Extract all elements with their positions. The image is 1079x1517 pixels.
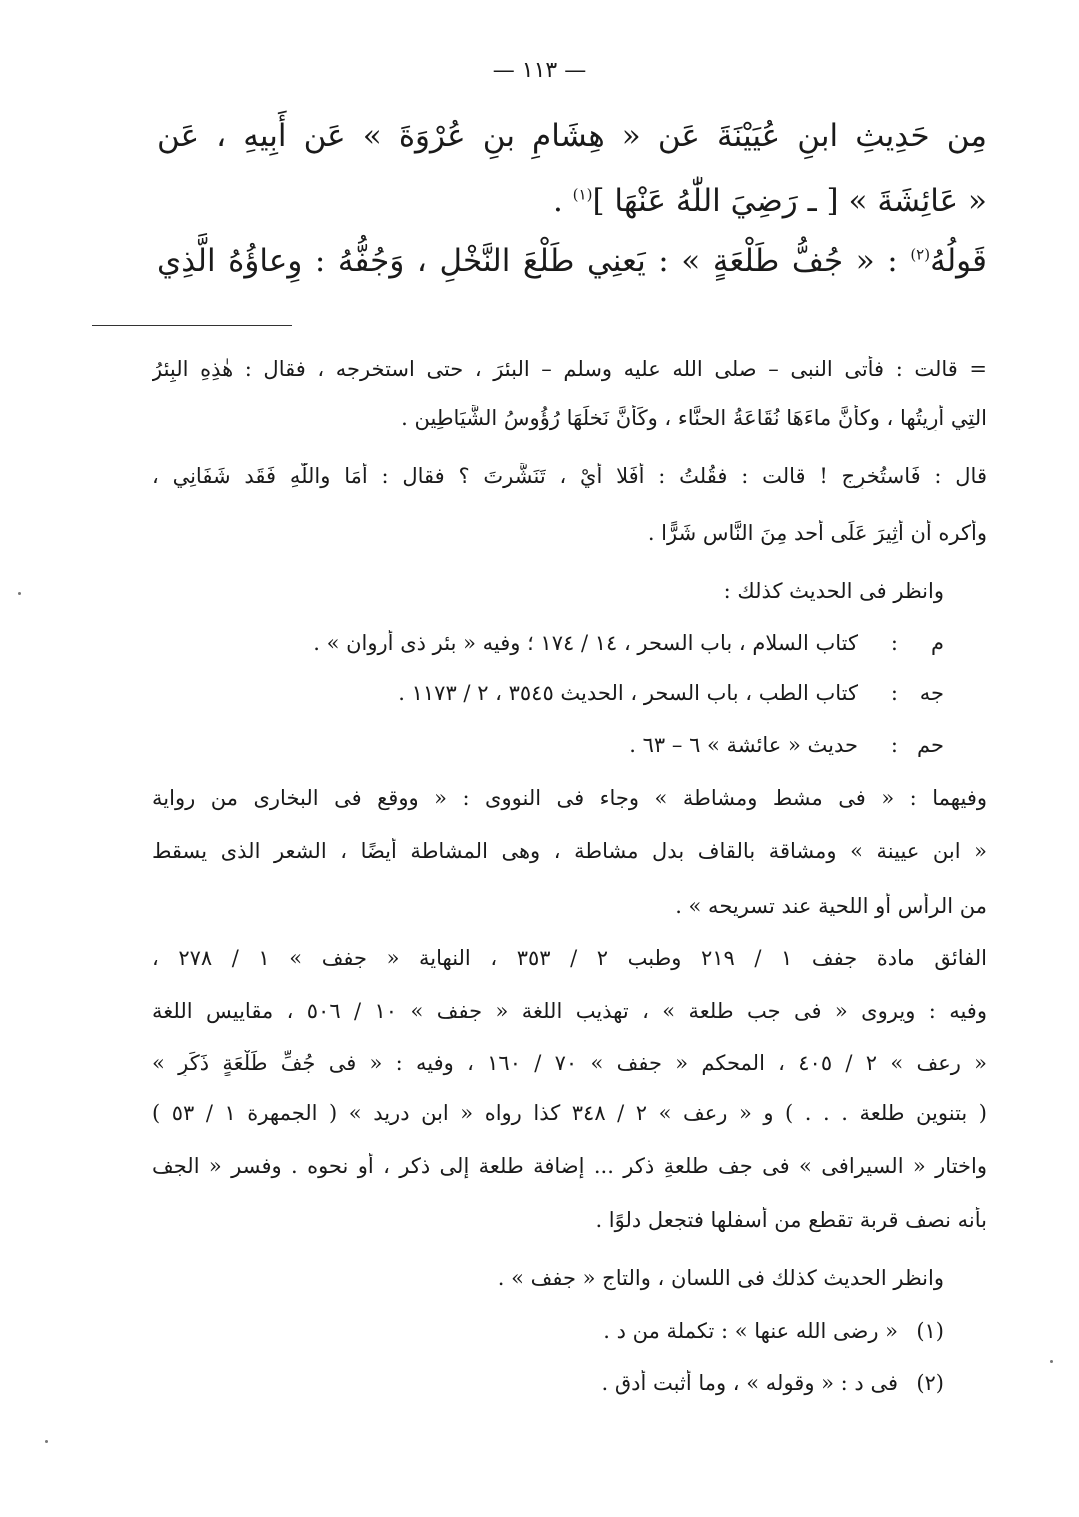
reference-text: كتاب الطب ، باب السحر ، الحديث ٣٥٤٥ ، ٢ / ١١٧٣ . <box>398 681 858 705</box>
footnote-line: واختار « السيرافى » فى جف طلعةِ ذكر ... إضافة طلعة إلى ذكر ، أو نحوه . وفسر « الجف <box>152 1154 987 1178</box>
main-text-line-3-start: قَولُهُ <box>930 243 987 279</box>
footnote-line: وأَكره أَن أُثِيرَ عَلَى أحد مِنَ النَّاسِ شَرًّا . <box>647 521 987 545</box>
footnote-line: « رعف » ٢ / ٤٠٥ ، المحكم « جفف » ٧٠ / ١٦٠ ، وفيه : « فى جُفِّ طَلْعَةٍ ذَكَرٍ » <box>152 1051 987 1075</box>
footnote-line: وانظر الحديث كذلك فى اللسان ، والتاج « جفف » . <box>497 1266 944 1290</box>
footnote-line: « ابن عيينة » ومشاقة بالقاف بدل مشاطة ، وهى المشاطة أيضًا ، الشعر الذى يسقط <box>152 839 987 863</box>
footnote-line: بأنه نصف قربة تقطع من أسفلها فتجعل دلوًا . <box>595 1208 987 1232</box>
footnote-line: التِي أُرِيتُها ، وكأَنَّ ماءَهَا نُقَاعَةُ الحنَّاء ، وكَأَنَّ نَخلَهَا رُؤُوسُ الشَّيَاطِين . <box>401 406 987 430</box>
footnote-line: الفائق مادة جفف ١ / ٢١٩ وطبب ٢ / ٣٥٣ ، النهاية « جفف » ١ / ٢٧٨ ، <box>152 946 987 970</box>
reference-text: حديث « عائشة » ٦ – ٦٣ . <box>629 733 858 757</box>
footnote-line: وانظر فى الحديث كذلك : <box>723 579 944 603</box>
page-number: — ١١٣ — <box>492 58 587 83</box>
footnote-line: وفيهما : « فى مشط ومشاطة » وجاء فى النووى : « ووقع فى البخارى من رواية <box>152 786 987 810</box>
footnote-ref-2: (٢) <box>910 245 931 264</box>
footnote-item <box>152 1370 944 1396</box>
main-text-line-3 <box>157 243 987 280</box>
main-text-line-2-end: . <box>552 183 563 219</box>
footnote-text: فى د : « وقوله » ، وما أثبت أدق . <box>601 1371 898 1395</box>
footnote-item <box>152 1318 944 1344</box>
reference-item: جه:كتاب الطب ، باب السحر ، الحديث ٣٥٤٥ ، ٢ / ١١٧٣ . <box>398 681 944 705</box>
main-text-line-2-body: « عَائِشَةَ » [ ـ رَضِيَ اللّٰهُ عَنْهَا ] <box>592 183 987 219</box>
footnote-text: « رضى الله عنها » : تكملة من د . <box>603 1319 898 1343</box>
footnote-line: قال : فَاستُخرِج ! قالت : فقُلتُ : أَفَلا أَيْ ، تَنَشَّرتَ ؟ فقال : أَمَا واللّٰهِ فَقَد شَفَانِي ، <box>152 464 987 488</box>
scan-speck <box>1050 1360 1053 1363</box>
footnote-separator <box>92 325 292 326</box>
scan-speck <box>45 1440 48 1443</box>
reference-label: م <box>930 631 944 655</box>
footnote-line: وفيه : ويروى « فى جب طلعة » ، تهذيب اللغة « جفف » ١٠ / ٥٠٦ ، مقاييس اللغة <box>152 999 987 1023</box>
reference-item: حم:حديث « عائشة » ٦ – ٦٣ . <box>629 733 944 757</box>
reference-item: م:كتاب السلام ، باب السحر ، ١٤ / ١٧٤ ؛ وفيه « بئر ذى أروان » . <box>313 631 944 655</box>
main-text-line-3-rest: : « جُفُّ طَلْعَةٍ » : يَعنِي طَلْعَ النَّخْلِ ، وَجُفُّهُ : وِعاؤُهُ الَّذِي <box>157 243 898 279</box>
main-text-line-1: مِن حَدِيثِ ابنِ عُيَيْنَةَ عَن « هِشَامِ بنِ عُرْوَةَ » عَن أَبِيهِ ، عَن <box>157 118 987 154</box>
footnote-line: ( بتنوين طلعة . . . ) و « رعف » ٢ / ٣٤٨ كذا رواه « ابن دريد » ( الجمهرة ١ / ٥٣ ) <box>152 1101 987 1125</box>
footnote-line: من الرأس أو اللحية عند تسريحه » . <box>675 894 987 918</box>
reference-label: جه <box>919 681 944 705</box>
reference-text: كتاب السلام ، باب السحر ، ١٤ / ١٧٤ ؛ وفيه « بئر ذى أروان » . <box>313 631 858 655</box>
footnote-label: (١) <box>916 1319 944 1343</box>
scan-speck <box>18 592 21 595</box>
reference-label: حم <box>917 733 944 757</box>
footnote-ref-1: (١) <box>572 185 593 204</box>
footnote-line: = قالت : فأتى النبى – صلى الله عليه وسلم – البئرَ ، حتى استخرجه ، فقال : هٰذِهِ البِئرُ <box>152 357 987 381</box>
main-text-line-2 <box>157 183 987 220</box>
footnote-label: (٢) <box>916 1371 944 1395</box>
